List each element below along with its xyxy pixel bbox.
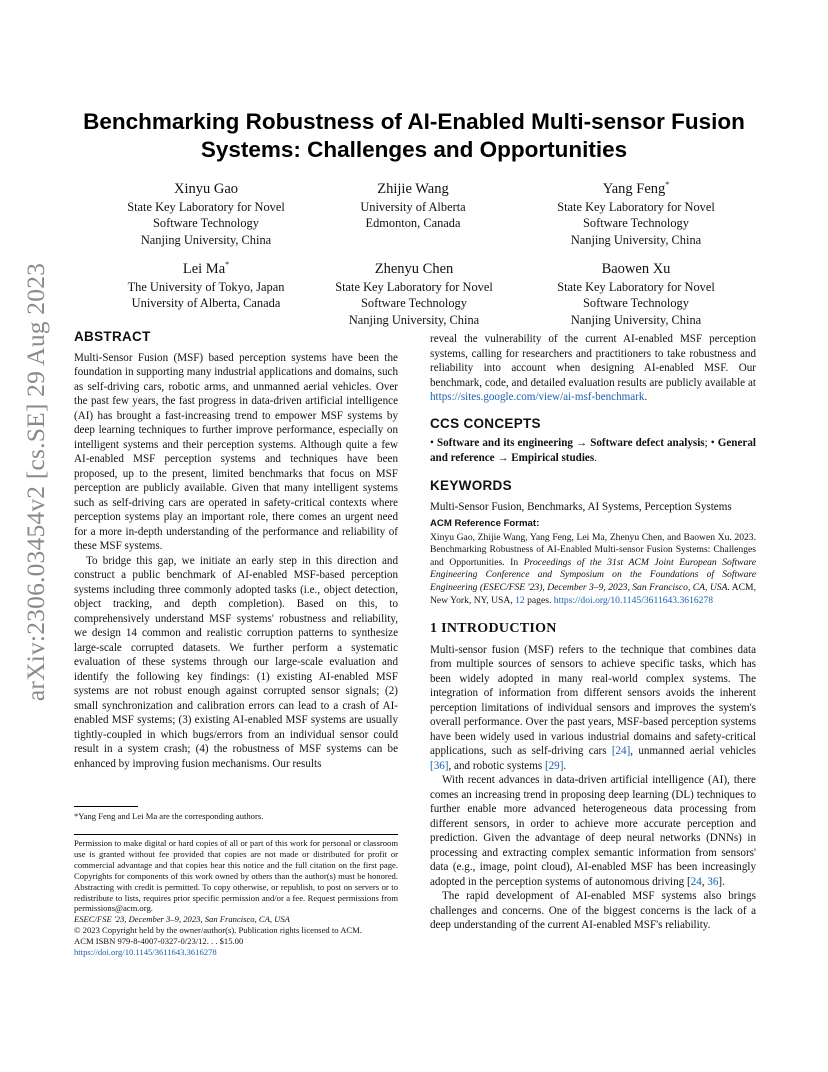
author-affiliation: Software Technology [361,296,467,311]
author-block [96,256,316,312]
copyright-line: © 2023 Copyright held by the owner/author(s). Publication rights licensed to ACM. [74,925,362,936]
permission-block [74,838,398,958]
author-affiliation: Nanjing University, China [570,232,702,247]
abstract-heading: ABSTRACT [74,329,151,344]
keywords-heading: KEYWORDS [430,478,512,493]
arxiv-id: arXiv:2306.03454v2 [cs.SE] 29 Aug 2023 [21,262,50,702]
keywords-text: Multi-Sensor Fusion, Benchmarks, AI Systems, Perception Systems [430,500,732,513]
author-affiliation: State Key Laboratory for Novel [335,279,493,294]
doi-link[interactable]: https://doi.org/10.1145/3611643.3616278 [74,947,217,958]
isbn-line: ACM ISBN 979-8-4007-0327-0/23/12. . . $15.00 [74,936,244,947]
author-name: Zhijie Wang [377,180,449,197]
ccs-heading: CCS CONCEPTS [430,415,541,431]
author-affiliation: The University of Tokyo, Japan [127,279,285,294]
permission-text: Permission to make digital or hard copies of all or part of this work for personal or classroom use is granted without fee provided that copies are not made or distributed for profit or commercial advantage and that copies bear this notice and the full citation on the first page. Copyrights for components of this work owned by others than the author(s) must be honored. Abstracting with credit is permitted. To copy otherwise, or republish, to post on servers or to redistribute to lists, requires prior specific permission and/or a fee. Request permissions from permissions@acm.org. [74,838,398,914]
author-affiliation: Software Technology [583,296,689,311]
arxiv-stamp [18,262,54,702]
author-affiliation: State Key Laboratory for Novel [557,199,715,214]
intro-paragraph: The rapid development of AI-enabled MSF systems also brings challenges and concerns. One of the biggest concerns is the lack of a deep understanding of the current AI-enabled MSF's reliability. [430,890,756,932]
abstract-continuation: reveal the vulnerability of the current AI-enabled MSF perception systems, calling for researchers and practitioners to take robustness and reliability into account when designing AI-enabled MSF. Our benchmark, code, and detailed evaluation results are publicly available at https://sites.google.com/view/ai-msf-benchmark. [430,333,756,403]
author-block [318,176,508,232]
introduction-heading: 1 INTRODUCTION [430,621,557,637]
title-line-1: Benchmarking Robustness of AI-Enabled Multi-sensor Fusion [83,109,745,134]
footnote-rule [74,806,138,807]
right-column [430,332,756,933]
author-affiliation: Edmonton, Canada [365,216,461,231]
citation[interactable]: [29] [544,759,564,772]
author-block [526,176,746,248]
author-name: Lei Ma* [182,260,230,277]
footnote: *Yang Feng and Lei Ma are the corresponding authors. [74,811,264,821]
abstract-paragraph: To bridge this gap, we initiate an early step in this direction and construct a public benchmark of AI-enabled MSF-based perception systems including three commonly adopted tasks (i.e., object detection, object tracking, and depth completion). Based on this, to comprehensively understand MSF systems' robustness and reliability, we design 14 common and realistic corruption patterns to synthesize large-scale corrupted datasets. We further perform a systematic evaluation of these systems through our large-scale evaluation and identify the following key findings: (1) existing AI-enabled MSF systems are not robust enough against corrupted sensor signals; (2) small synchronization and calibration errors can lead to a crash of AI-enabled MSF systems; (3) existing AI-enabled MSF systems are usually tightly-coupled in which bugs/errors from an individual sensor could result in a system crash; (4) the robustness of MSF systems can be enhanced by improving fusion mechanisms. Our results [74,554,398,770]
citation[interactable]: [36] [430,759,449,772]
title-line-2: Systems: Challenges and Opportunities [200,137,628,162]
author-block [526,256,746,328]
acm-reference-heading: ACM Reference Format: [430,518,540,529]
conference-line: ESEC/FSE '23, December 3–9, 2023, San Francisco, CA, USA [74,914,290,925]
citation[interactable]: 36 [707,875,719,888]
author-name: Yang Feng* [602,180,670,197]
author-name: Baowen Xu [601,260,671,277]
author-affiliation: Nanjing University, China [140,232,272,247]
author-block [304,256,524,328]
citation[interactable]: 24 [690,875,702,888]
author-affiliation: State Key Laboratory for Novel [127,199,285,214]
author-affiliation: Software Technology [583,216,689,231]
author-affiliation: State Key Laboratory for Novel [557,279,715,294]
author-affiliation: Software Technology [153,216,259,231]
acm-doi-link[interactable]: https://doi.org/10.1145/3611643.3616278 [553,594,714,606]
author-affiliation: University of Alberta [360,199,466,214]
acm-reference-text: Xinyu Gao, Zhijie Wang, Yang Feng, Lei Ma, Zhenyu Chen, and Baowen Xu. 2023. Benchmarking Robustness of AI-Enabled Multi-sensor Fusion Systems: Challenges and Opportunities. In Proceedings of the 31st ACM Joint European Software Engineering Conference and Symposium on the Foundations of Software Engineering (ESEC/FSE '23), December 3–9, 2023, San Francisco, CA, USA. ACM, New York, NY, USA, 12 pages. https://doi.org/10.1145/3611643.3616278 [430,531,756,606]
author-block [96,176,316,248]
author-affiliation: Nanjing University, China [570,312,702,327]
author-affiliation: University of Alberta, Canada [131,296,281,311]
author-affiliation: Nanjing University, China [348,312,480,327]
citation[interactable]: [24] [611,745,631,758]
author-name: Zhenyu Chen [374,260,454,277]
author-name: Xinyu Gao [173,180,239,197]
intro-paragraph: Multi-sensor fusion (MSF) refers to the technique that combines data from multiple sources of sensors to achieve specific tasks, which has been widely adopted in many real-world complex systems. The integration of information from different sensors avoids the inherent perception limitations of individual sensors and improves the system's overall performance. Over the past years, MSF-based perception systems have been widely used in various industrial domains and safety-critical applications, such as self-driving cars [24], unmanned aerial vehicles [36], and robotic systems [29]. [430,643,756,772]
intro-paragraph: With recent advances in data-driven artificial intelligence (AI), there comes an increasing trend in proposing deep learning (DL) techniques to further enable more advanced heterogeneous data processing from different sensors, in order to achieve more accurate perception and prediction. Given the advantage of deep neural networks (DNNs) in processing and extracting complex semantic information from sensors' data (e.g., image, point cloud), AI-enabled MSF has been increasingly adopted in the perception systems of autonomous driving [24, 36]. [430,774,756,888]
acm-reference [430,518,756,607]
benchmark-link[interactable]: https://sites.google.com/view/ai-msf-benchmark [430,391,645,403]
permission-rule [74,834,398,835]
left-column [74,330,398,771]
abstract-paragraph: Multi-Sensor Fusion (MSF) based perception systems have been the foundation in supporting many industrial applications and domains, such as self-driving cars, robotic arms, and unmanned aerial vehicles. Over the past few years, the fast progress in data-driven artificial intelligence (AI) has brought a fast-increasing trend to empower MSF systems by deep learning techniques to further improve performance, especially on intelligent systems and their perception systems. Although quite a few AI-enabled MSF perception systems and techniques have been proposed, up to the present, limited benchmarks that focus on MSF perception are publicly available. Given that many intelligent systems such as self-driving cars are operated in safety-critical contexts where perception systems play an important role, there comes an urgent need for a more in-depth understanding of the performance and reliability of these MSF systems. [74,351,398,552]
ccs-concepts: • Software and its engineering → Software defect analysis; • General and reference → Empirical studies. [430,437,756,464]
paper-title [74,108,754,164]
